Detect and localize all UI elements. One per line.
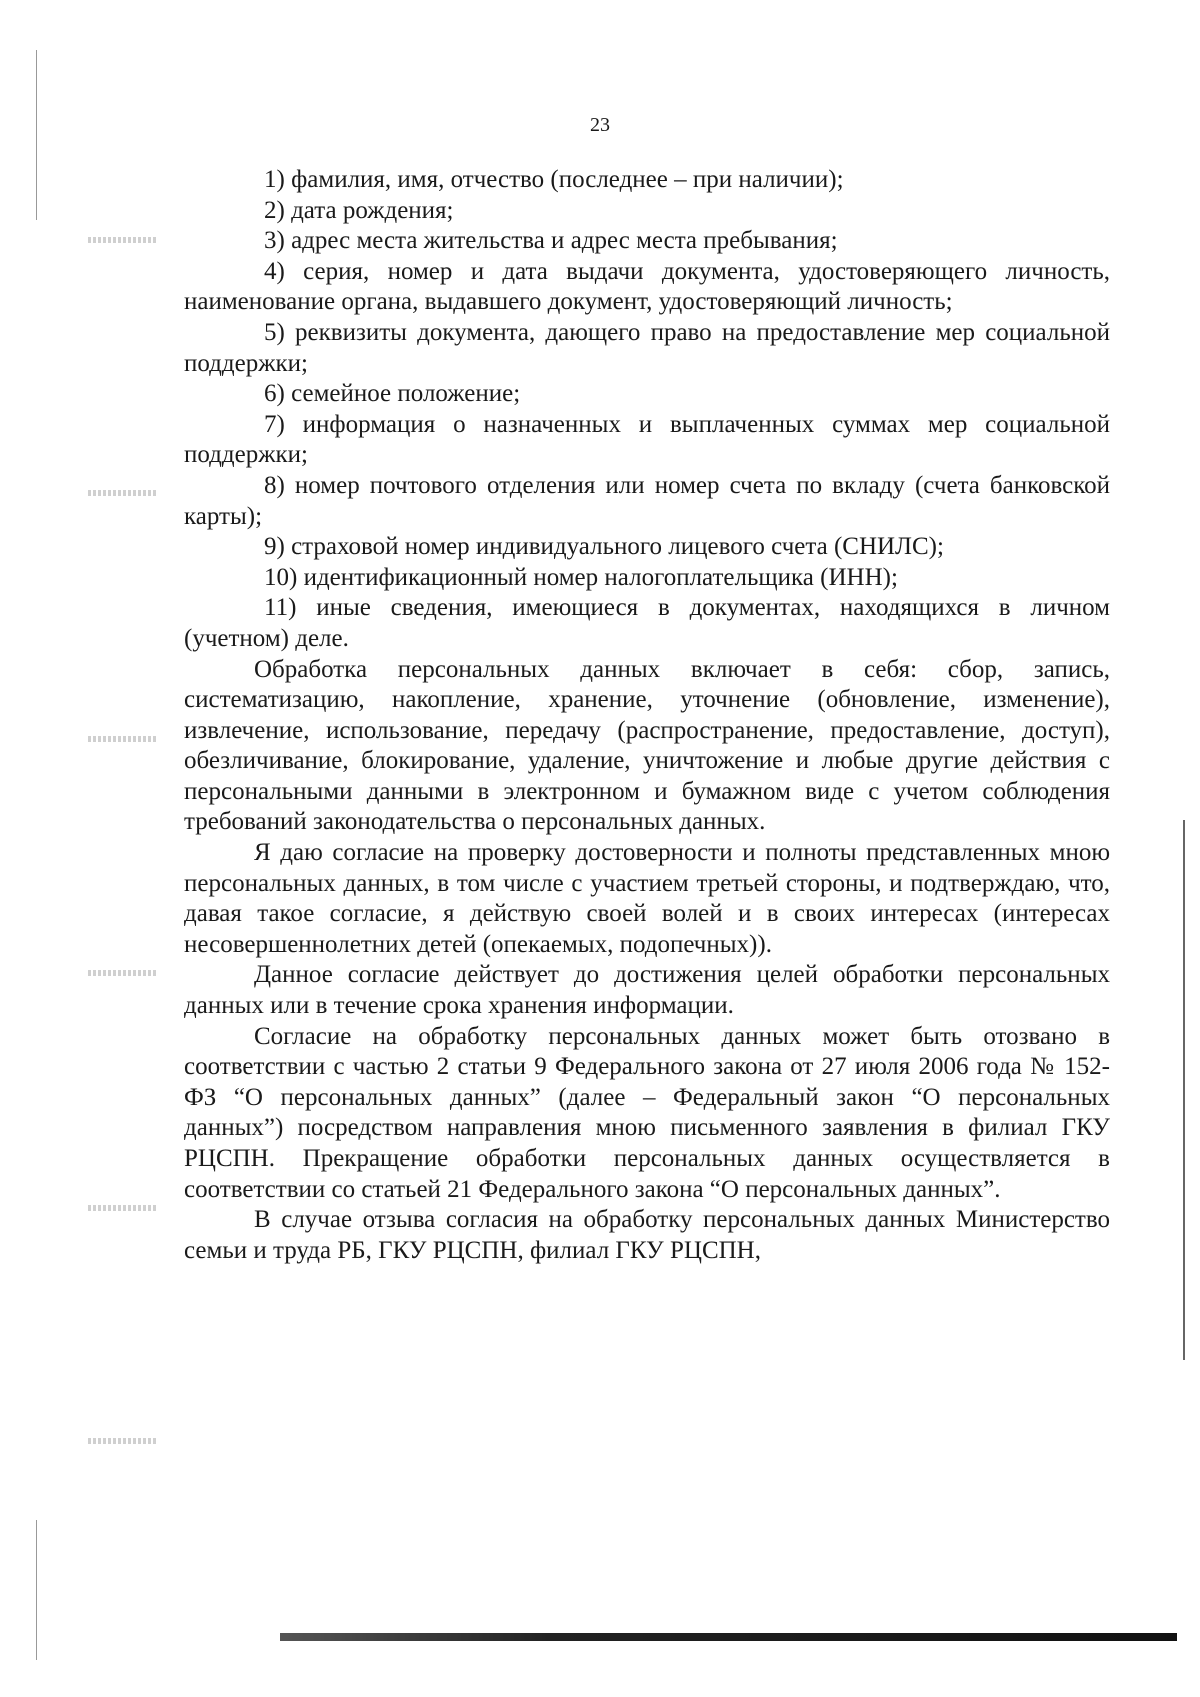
- list-item: 5) реквизиты документа, дающего право на предоставление мер социальной поддержки;: [184, 318, 1110, 377]
- list-item: 10) идентификационный номер налогоплательщика (ИНН);: [264, 563, 898, 591]
- list-item: 2) дата рождения;: [264, 196, 454, 224]
- list-item: 1) фамилия, имя, отчество (последнее – при наличии);: [264, 166, 844, 193]
- paragraph-consent-withdrawal: Согласие на обработку персональных данных может быть отозвано в соответствии с частью 2 статьи 9 Федерального закона от 27 июля 2006 года № 152-ФЗ “О персональных данных” (далее – Федеральный закон “О персональных данных”) посредством направления мною письменного заявления в филиал ГКУ РЦСПН. Прекращение обработки персональных данных осуществляется в соответствии со статьей 21 Федерального закона “О персональных данных”.: [184, 1022, 1110, 1203]
- paragraph-withdrawal-case: В случае отзыва согласия на обработку персональных данных Министерство семьи и труда РБ, ГКУ РЦСПН, филиал ГКУ РЦСПН,: [184, 1206, 1110, 1264]
- paragraph-processing: Обработка персональных данных включает в себя: сбор, запись, систематизацию, накопление, хранение, уточнение (обновление, изменение), извлечение, использование, передачу (распространение, предоставление, доступ), обезличивание, блокирование, удаление, уничтожение и любые другие действия с персональными данными в электронном и бумажном виде с учетом соблюдения требований законодательства о персональных данных.: [184, 655, 1110, 836]
- list-item: 4) серия, номер и дата выдачи документа, удостоверяющего личность, наименование органа, выдавшего документ, удостоверяющий личность;: [184, 257, 1110, 316]
- list-item: 6) семейное положение;: [264, 380, 521, 408]
- punch-hole-mark: [88, 237, 158, 243]
- paragraph-consent-validity: Данное согласие действует до достижения целей обработки персональных данных или в течение срока хранения информации.: [184, 961, 1110, 1020]
- scan-right-edge: [1183, 820, 1185, 1360]
- list-item: 11) иные сведения, имеющиеся в документах, находящихся в личном (учетном) деле.: [184, 594, 1110, 652]
- punch-hole-mark: [88, 1205, 158, 1211]
- punch-hole-mark: [88, 1438, 158, 1444]
- page-number: 23: [590, 114, 610, 136]
- list-item: 9) страховой номер индивидуального лицевого счета (СНИЛС);: [264, 533, 944, 561]
- list-item: 8) номер почтового отделения или номер счета по вкладу (счета банковской карты);: [184, 471, 1110, 530]
- bottom-rule: [280, 1633, 1177, 1641]
- document-body: [184, 165, 1110, 1266]
- list-item: 7) информация о назначенных и выплаченных суммах мер социальной поддержки;: [184, 410, 1110, 469]
- list-item: 3) адрес места жительства и адрес места пребывания;: [264, 227, 838, 255]
- paragraph-consent-verification: Я даю согласие на проверку достоверности и полноты представленных мною персональных данных, в том числе с участием третьей стороны, и подтверждаю, что, давая такое согласие, я действую своей волей и в своих интересах (интересах несовершеннолетних детей (опекаемых, подопечных)).: [184, 839, 1110, 958]
- punch-hole-mark: [88, 490, 158, 496]
- scan-left-edge: [36, 1520, 37, 1660]
- punch-hole-mark: [88, 736, 158, 742]
- punch-hole-mark: [88, 970, 158, 976]
